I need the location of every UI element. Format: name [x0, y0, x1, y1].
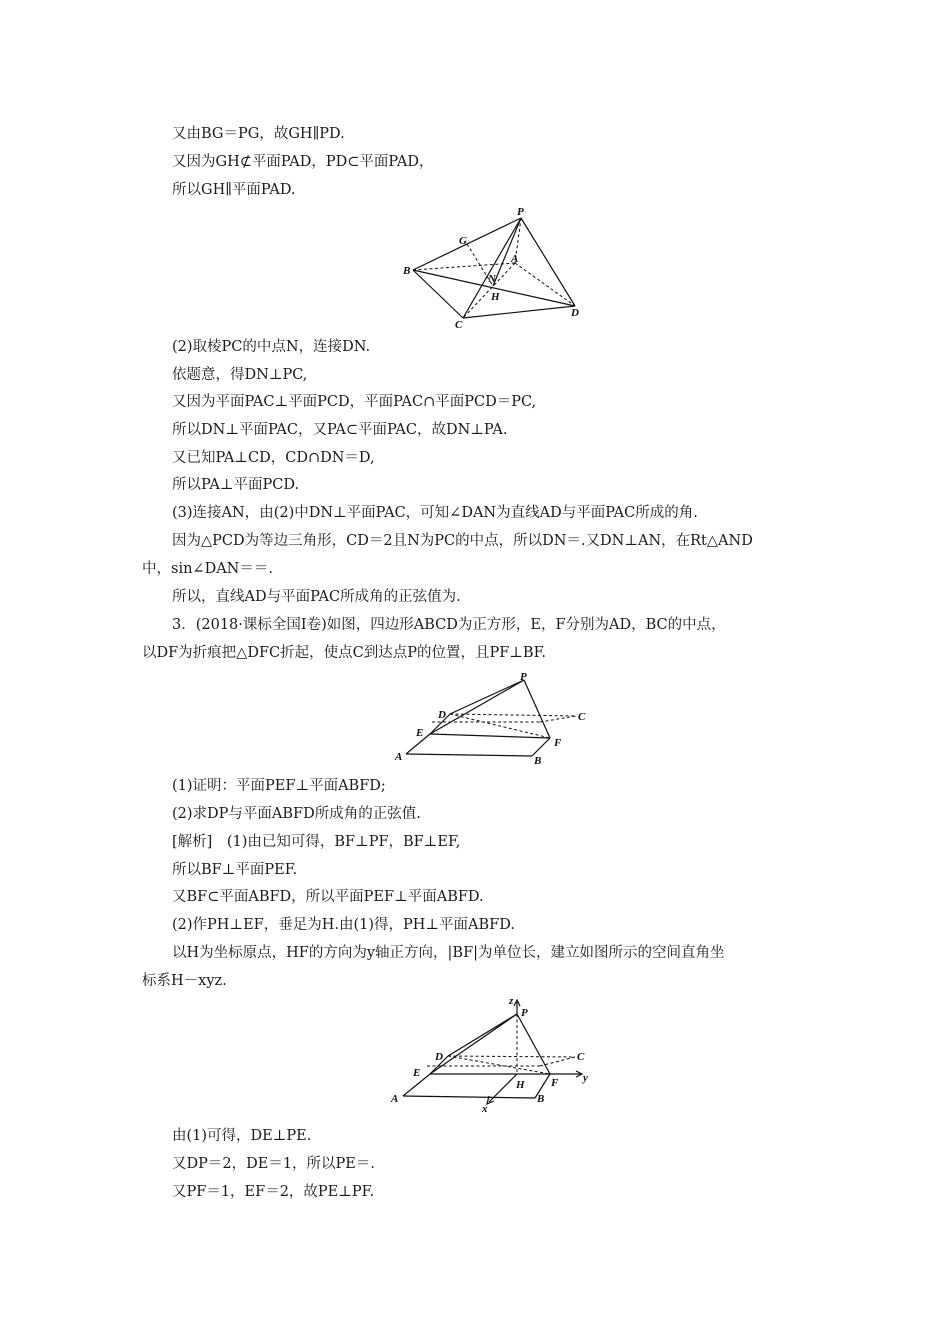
text-line: 又PF＝1，EF＝2，故PE⊥PF. [172, 1184, 375, 1200]
text-line: 又由BG＝PG，故GH∥PD. [172, 126, 345, 142]
text-line: 又因为平面PAC⊥平面PCD，平面PAC∩平面PCD＝PC, [172, 394, 537, 410]
label-y: y [583, 1072, 588, 1084]
label-G: G [459, 235, 467, 247]
label-D: D [435, 1051, 443, 1063]
text-line: (2)求DP与平面ABFD所成角的正弦值. [172, 806, 421, 822]
label-P: P [517, 206, 524, 218]
text-line: 中，sin∠DAN＝＝. [142, 561, 273, 577]
text-line: 又已知PA⊥CD，CD∩DN＝D, [172, 450, 375, 466]
text-line: 又因为GH⊄平面PAD，PD⊂平面PAD， [172, 154, 434, 170]
label-F: F [551, 1077, 559, 1089]
label-B: B [537, 1093, 545, 1105]
label-z: z [509, 995, 514, 1007]
label-A: A [511, 253, 519, 265]
text-line: (2)取棱PC的中点N，连接DN. [172, 339, 371, 355]
text-line: 以DF为折痕把△DFC折起，使点C到达点P的位置，且PF⊥BF. [142, 645, 546, 661]
label-F: F [554, 737, 562, 749]
label-C: C [577, 1051, 585, 1063]
label-E: E [416, 727, 424, 739]
text-line: 标系H－xyz. [142, 973, 227, 989]
text-line: 由(1)可得，DE⊥PE. [172, 1128, 312, 1144]
label-A: A [395, 751, 403, 763]
label-E: E [413, 1067, 421, 1079]
label-B: B [534, 755, 542, 767]
text-line: 所以BF⊥平面PEF. [172, 862, 298, 878]
fold-figure-2 [390, 672, 600, 772]
text-line: (2)作PH⊥EF，垂足为H.由(1)得，PH⊥平面ABFD. [172, 917, 515, 933]
label-x: x [482, 1103, 488, 1115]
text-line: 所以，直线AD与平面PAC所成角的正弦值为. [172, 589, 461, 605]
text-line: 又BF⊂平面ABFD，所以平面PEF⊥平面ABFD. [172, 889, 484, 905]
label-A: A [391, 1093, 399, 1105]
text-line: [解析] (1)由已知可得，BF⊥PF，BF⊥EF, [172, 834, 461, 850]
text-line: 因为△PCD为等边三角形，CD＝2且N为PC的中点，所以DN＝.又DN⊥AN，在Rt△AND [172, 533, 753, 549]
label-B: B [403, 265, 411, 277]
text-line: 以H为坐标原点，HF的方向为y轴正方向，|BF|为单位长，建立如图所示的空间直角坐 [172, 945, 725, 961]
text-line: 所以GH∥平面PAD. [172, 182, 296, 198]
text-line: 又DP＝2，DE＝1，所以PE＝. [172, 1156, 375, 1172]
label-H: H [516, 1079, 525, 1091]
pyramid-figure-1 [395, 200, 595, 332]
text-line: (3)连接AN，由(2)中DN⊥平面PAC，可知∠DAN为直线AD与平面PAC所成的角. [172, 505, 698, 521]
label-D: D [571, 307, 579, 319]
problem-3-heading: 3．(2018·课标全国Ⅰ卷)如图，四边形ABCD为正方形，E，F分别为AD，BC的中点， [172, 617, 726, 633]
text-line: 所以DN⊥平面PAC，又PA⊂平面PAC，故DN⊥PA. [172, 422, 508, 438]
label-P: P [521, 1007, 528, 1019]
text-line: (1)证明：平面PEF⊥平面ABFD; [172, 778, 386, 794]
label-D: D [438, 709, 446, 721]
label-P: P [520, 672, 527, 683]
label-H: H [491, 291, 500, 303]
label-C: C [578, 711, 586, 723]
coordinate-figure-3 [385, 994, 600, 1116]
label-C: C [455, 319, 463, 331]
text-line: 依题意，得DN⊥PC, [172, 367, 308, 383]
label-N: N [488, 273, 496, 285]
text-line: 所以PA⊥平面PCD. [172, 477, 300, 493]
